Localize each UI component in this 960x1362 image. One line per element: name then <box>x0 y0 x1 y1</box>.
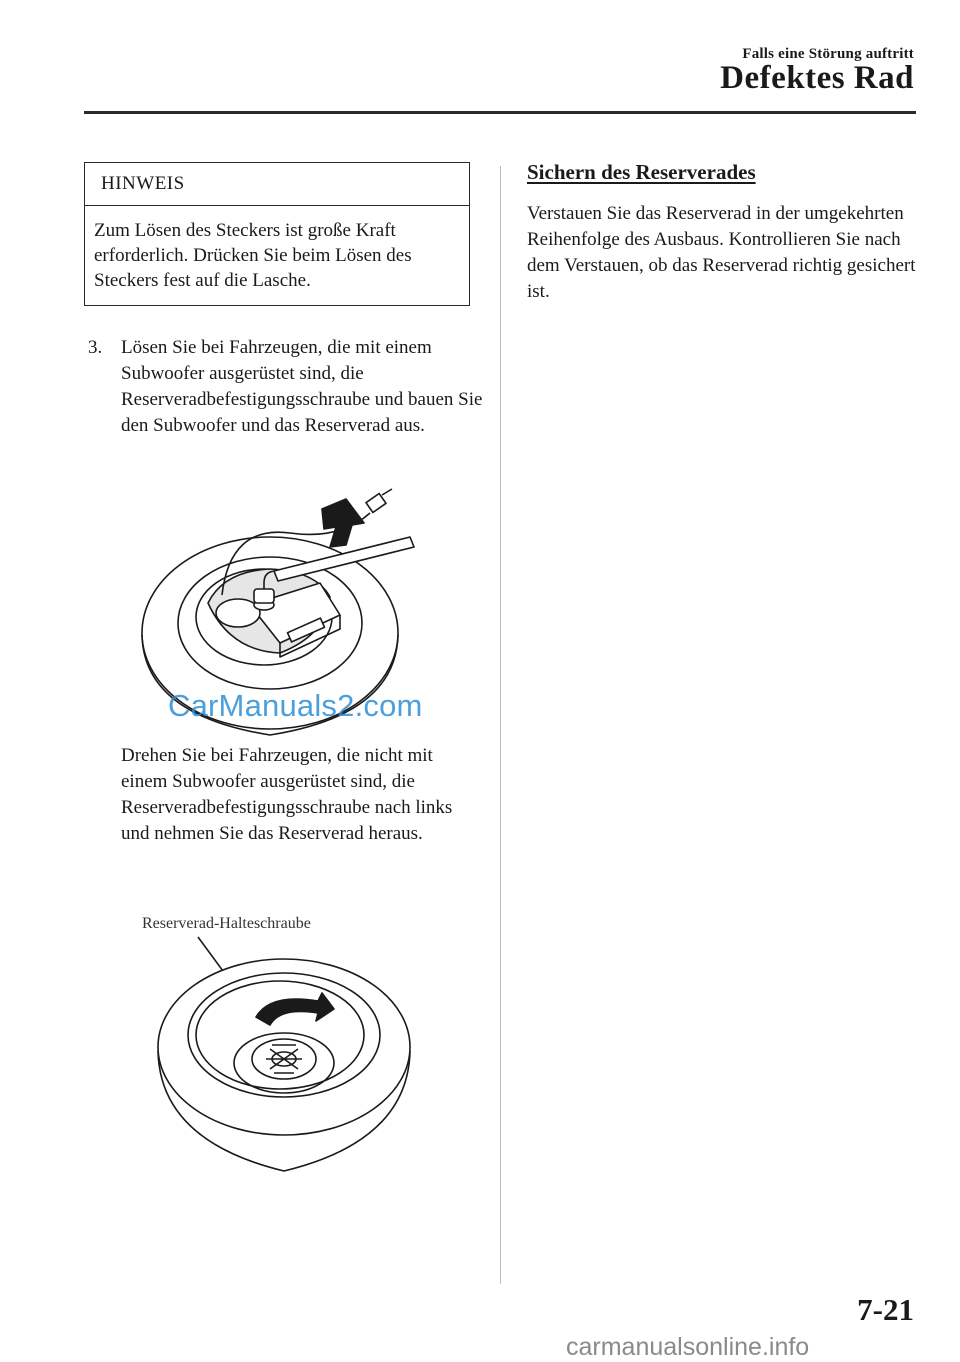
step-3 <box>84 335 484 439</box>
page-number: 7-21 <box>857 1292 914 1327</box>
step-3-alternative-text: Drehen Sie bei Fahrzeugen, die nicht mit einem Subwoofer ausgerüstet sind, die Reserveradbefestigungsschraube nach links und nehmen Sie das Reserverad heraus. <box>121 745 453 844</box>
subsection-text: Verstauen Sie das Reserverad in der umgekehrten Reihenfolge des Ausbaus. Kontrollieren Sie nach dem Verstauen, ob das Reserverad richtig gesichert ist. <box>527 203 916 302</box>
footer-watermark: carmanualsonline.info <box>566 1333 810 1361</box>
figure-spare-wheel-bolt <box>150 935 420 1180</box>
section-title: Defektes Rad <box>720 60 914 96</box>
figure-label-spare-wheel-bolt: Reserverad-Halteschraube <box>142 915 311 932</box>
watermark-logo: CarManuals2.com <box>168 688 423 723</box>
header-divider <box>84 111 916 114</box>
note-text: Zum Lösen des Steckers ist große Kraft erforderlich. Drücken Sie beim Lösen des Steckers fest auf die Lasche. <box>94 220 412 291</box>
step-number: 3. <box>88 337 103 358</box>
column-divider <box>500 166 501 1284</box>
step-text: Lösen Sie bei Fahrzeugen, die mit einem Subwoofer ausgerüstet sind, die Reserveradbefestigungsschraube und bauen Sie den Subwoofer und das Reserverad aus. <box>121 337 483 436</box>
note-box <box>84 162 470 306</box>
subsection-title: Sichern des Reserverades <box>527 160 756 184</box>
note-heading: HINWEIS <box>85 163 469 206</box>
chapter-title: Falls eine Störung auftritt <box>742 46 914 62</box>
